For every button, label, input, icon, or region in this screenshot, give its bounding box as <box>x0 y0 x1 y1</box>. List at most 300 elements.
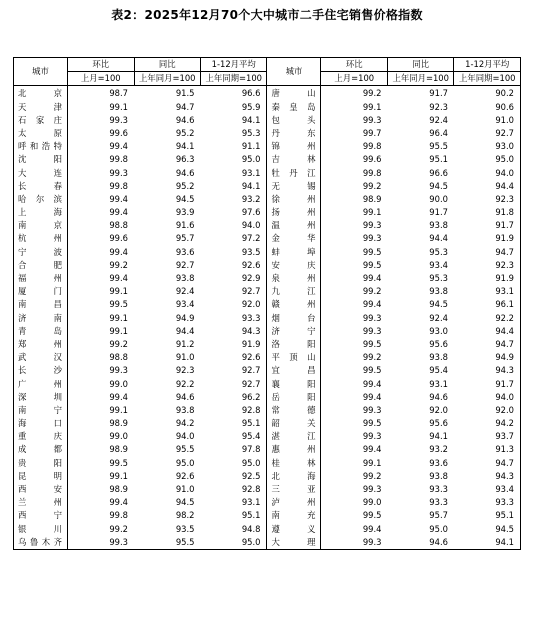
annual-avg-index: 94.9 <box>454 351 521 364</box>
city-name: 九江 <box>267 285 321 298</box>
table-row <box>14 140 521 153</box>
annual-avg-index: 93.3 <box>200 311 266 324</box>
yoy-index: 96.3 <box>175 154 195 165</box>
city-name: 南充 <box>267 509 321 522</box>
mom-index: 99.8 <box>362 141 382 152</box>
annual-avg-index: 93.1 <box>200 496 266 509</box>
city-name: 长春 <box>14 179 68 192</box>
table-row <box>14 113 521 126</box>
table-row <box>14 206 521 219</box>
mom-index: 99.8 <box>109 154 128 165</box>
yoy-index: 94.6 <box>175 391 195 402</box>
mom-index: 99.3 <box>362 404 382 415</box>
city-name: 贵阳 <box>14 456 68 469</box>
city-name: 韶关 <box>267 417 321 430</box>
city-name: 三亚 <box>267 483 321 496</box>
city-name: 杭州 <box>14 232 68 245</box>
city-name: 天津 <box>14 100 68 113</box>
city-name: 上海 <box>14 206 68 219</box>
annual-avg-index: 94.3 <box>454 364 521 377</box>
yoy-index: 95.7 <box>429 510 448 521</box>
table-row <box>14 153 521 166</box>
annual-avg-index: 92.0 <box>200 298 266 311</box>
yoy-index: 92.0 <box>429 404 448 415</box>
city-name: 西宁 <box>14 509 68 522</box>
annual-avg-index: 94.2 <box>454 417 521 430</box>
annual-avg-index: 94.7 <box>454 245 521 258</box>
yoy-index: 91.7 <box>429 88 448 99</box>
table-row <box>14 219 521 232</box>
annual-avg-index: 95.3 <box>200 127 266 140</box>
yoy-index: 95.6 <box>429 418 448 429</box>
city-name: 安庆 <box>267 258 321 271</box>
mom-index: 99.4 <box>362 523 382 534</box>
city-name: 北海 <box>267 469 321 482</box>
yoy-index: 93.6 <box>429 457 448 468</box>
city-name: 泉州 <box>267 272 321 285</box>
city-name: 金华 <box>267 232 321 245</box>
annual-avg-index: 92.8 <box>200 404 266 417</box>
annual-avg-index: 92.6 <box>200 258 266 271</box>
header-mom: 环比 <box>68 58 134 72</box>
city-name: 大理 <box>267 535 321 549</box>
annual-avg-index: 91.9 <box>454 272 521 285</box>
mom-index: 99.3 <box>362 114 382 125</box>
city-name: 丹东 <box>267 127 321 140</box>
mom-index: 99.4 <box>109 207 128 218</box>
yoy-index: 91.0 <box>175 484 195 495</box>
yoy-index: 94.1 <box>429 431 448 442</box>
mom-index: 98.8 <box>109 220 128 231</box>
mom-index: 99.3 <box>362 484 382 495</box>
mom-index: 99.7 <box>362 127 382 138</box>
table-row <box>14 496 521 509</box>
table-row <box>14 86 521 101</box>
yoy-index: 91.2 <box>175 338 195 349</box>
mom-index: 98.9 <box>362 193 382 204</box>
annual-avg-index: 92.2 <box>454 311 521 324</box>
yoy-index: 94.5 <box>429 299 448 310</box>
annual-avg-index: 93.4 <box>454 483 521 496</box>
yoy-index: 93.0 <box>429 325 448 336</box>
annual-avg-index: 93.5 <box>200 245 266 258</box>
yoy-index: 91.7 <box>429 207 448 218</box>
table-row <box>14 430 521 443</box>
mom-index: 99.4 <box>362 273 382 284</box>
mom-index: 99.2 <box>362 88 382 99</box>
annual-avg-index: 92.7 <box>200 285 266 298</box>
mom-index: 99.4 <box>109 391 128 402</box>
city-name: 襄阳 <box>267 377 321 390</box>
annual-avg-index: 95.9 <box>200 100 266 113</box>
annual-avg-index: 91.3 <box>454 443 521 456</box>
yoy-index: 95.3 <box>429 246 448 257</box>
city-name: 郑州 <box>14 338 68 351</box>
header-yoy-right: 同比 <box>387 58 453 72</box>
yoy-index: 93.8 <box>429 470 448 481</box>
annual-avg-index: 95.1 <box>454 509 521 522</box>
annual-avg-index: 96.1 <box>454 298 521 311</box>
mom-index: 99.3 <box>362 325 382 336</box>
city-name: 湛江 <box>267 430 321 443</box>
mom-index: 98.8 <box>109 352 128 363</box>
city-name: 常德 <box>267 404 321 417</box>
annual-avg-index: 91.8 <box>454 206 521 219</box>
yoy-index: 95.2 <box>175 127 195 138</box>
city-name: 温州 <box>267 219 321 232</box>
city-name: 烟台 <box>267 311 321 324</box>
table-row <box>14 232 521 245</box>
annual-avg-index: 90.2 <box>454 86 521 101</box>
mom-index: 99.3 <box>109 167 128 178</box>
yoy-index: 93.6 <box>175 246 195 257</box>
yoy-index: 94.0 <box>175 431 195 442</box>
mom-index: 99.3 <box>362 312 382 323</box>
mom-index: 99.0 <box>362 497 382 508</box>
mom-index: 99.5 <box>362 246 382 257</box>
annual-avg-index: 91.1 <box>200 140 266 153</box>
city-name: 济宁 <box>267 324 321 337</box>
annual-avg-index: 94.0 <box>454 390 521 403</box>
yoy-index: 93.8 <box>429 286 448 297</box>
mom-index: 99.2 <box>109 259 128 270</box>
annual-avg-index: 93.1 <box>200 166 266 179</box>
city-name: 大连 <box>14 166 68 179</box>
yoy-index: 98.2 <box>175 510 195 521</box>
annual-avg-index: 94.8 <box>200 522 266 535</box>
yoy-index: 92.2 <box>175 378 195 389</box>
city-name: 银川 <box>14 522 68 535</box>
annual-avg-index: 93.2 <box>200 193 266 206</box>
annual-avg-index: 96.6 <box>200 86 266 101</box>
mom-index: 99.1 <box>109 470 128 481</box>
city-name: 蚌埠 <box>267 245 321 258</box>
mom-index: 99.5 <box>109 457 128 468</box>
annual-avg-index: 93.1 <box>454 285 521 298</box>
table-row <box>14 166 521 179</box>
annual-avg-index: 95.0 <box>200 535 266 549</box>
table-row <box>14 364 521 377</box>
annual-avg-index: 95.4 <box>200 430 266 443</box>
table-row <box>14 285 521 298</box>
mom-index: 99.3 <box>68 535 134 549</box>
city-name: 北京 <box>14 86 68 101</box>
mom-index: 99.1 <box>362 457 382 468</box>
yoy-index: 92.6 <box>175 470 195 481</box>
table-row <box>14 351 521 364</box>
city-name: 沈阳 <box>14 153 68 166</box>
yoy-index: 94.5 <box>175 497 195 508</box>
mom-index: 98.9 <box>109 418 128 429</box>
yoy-index: 92.4 <box>175 286 195 297</box>
yoy-index: 94.2 <box>175 418 195 429</box>
city-name: 合肥 <box>14 258 68 271</box>
header-yoy-base-right: 上年同月=100 <box>387 72 453 86</box>
annual-avg-index: 94.7 <box>454 456 521 469</box>
mom-index: 99.4 <box>362 299 382 310</box>
mom-index: 99.8 <box>109 180 128 191</box>
city-name: 兰州 <box>14 496 68 509</box>
annual-avg-index: 97.8 <box>200 443 266 456</box>
mom-index: 99.2 <box>109 338 128 349</box>
mom-index: 99.1 <box>109 404 128 415</box>
yoy-index: 92.4 <box>429 312 448 323</box>
annual-avg-index: 92.6 <box>200 351 266 364</box>
city-name: 广州 <box>14 377 68 390</box>
table-row <box>14 311 521 324</box>
yoy-index: 93.3 <box>429 484 448 495</box>
city-name: 南宁 <box>14 404 68 417</box>
yoy-index: 93.8 <box>175 404 195 415</box>
yoy-index: 94.6 <box>175 167 195 178</box>
yoy-index: 95.5 <box>175 444 195 455</box>
city-name: 岳阳 <box>267 390 321 403</box>
yoy-index: 94.4 <box>175 325 195 336</box>
yoy-index: 95.4 <box>429 365 448 376</box>
mom-index: 99.1 <box>362 207 382 218</box>
mom-index: 99.5 <box>362 510 382 521</box>
yoy-index: 94.1 <box>175 141 195 152</box>
city-name: 惠州 <box>267 443 321 456</box>
mom-index: 99.0 <box>109 431 128 442</box>
annual-avg-index: 95.1 <box>200 509 266 522</box>
annual-avg-index: 95.0 <box>200 153 266 166</box>
yoy-index: 91.5 <box>175 88 195 99</box>
table-row <box>14 417 521 430</box>
annual-avg-index: 92.7 <box>200 377 266 390</box>
table-row <box>14 522 521 535</box>
annual-avg-index: 95.0 <box>200 456 266 469</box>
mom-index: 99.3 <box>109 365 128 376</box>
table-row <box>14 272 521 285</box>
header-city: 城市 <box>14 58 68 86</box>
yoy-index: 96.4 <box>429 127 448 138</box>
yoy-index: 95.1 <box>429 154 448 165</box>
city-name: 青岛 <box>14 324 68 337</box>
table-row <box>14 258 521 271</box>
yoy-index: 94.4 <box>429 233 448 244</box>
yoy-index: 92.3 <box>429 101 448 112</box>
annual-avg-index: 92.0 <box>454 404 521 417</box>
mom-index: 99.2 <box>109 523 128 534</box>
mom-index: 98.9 <box>109 444 128 455</box>
mom-index: 99.5 <box>109 299 128 310</box>
table-row <box>14 324 521 337</box>
yoy-index: 95.7 <box>175 233 195 244</box>
mom-index: 99.4 <box>362 444 382 455</box>
annual-avg-index: 91.9 <box>200 338 266 351</box>
yoy-index: 93.8 <box>429 220 448 231</box>
table-row <box>14 390 521 403</box>
yoy-index: 94.9 <box>175 312 195 323</box>
mom-index: 99.2 <box>362 470 382 481</box>
mom-index: 99.3 <box>321 535 387 549</box>
city-name: 平顶山 <box>267 351 321 364</box>
yoy-index: 93.8 <box>429 352 448 363</box>
table-row <box>14 100 521 113</box>
mom-index: 99.4 <box>362 378 382 389</box>
table-title: 表2：2025年12月70个大中城市二手住宅销售价格指数 <box>111 8 423 22</box>
city-name: 泸州 <box>267 496 321 509</box>
annual-avg-index: 91.7 <box>454 377 521 390</box>
yoy-index: 95.6 <box>429 338 448 349</box>
table-row <box>14 469 521 482</box>
table-row <box>14 245 521 258</box>
header-avg-base-right: 上年同期=100 <box>454 72 521 86</box>
city-name: 昆明 <box>14 469 68 482</box>
annual-avg-index: 90.6 <box>454 100 521 113</box>
city-name: 锦州 <box>267 140 321 153</box>
yoy-index: 96.6 <box>429 167 448 178</box>
yoy-index: 93.9 <box>175 207 195 218</box>
yoy-index: 93.4 <box>175 299 195 310</box>
city-name: 宁波 <box>14 245 68 258</box>
table-row <box>14 456 521 469</box>
mom-index: 99.1 <box>109 325 128 336</box>
city-name: 成都 <box>14 443 68 456</box>
annual-avg-index: 95.0 <box>454 153 521 166</box>
header-avg: 1-12月平均 <box>200 58 266 72</box>
city-name: 无锡 <box>267 179 321 192</box>
table-row <box>14 483 521 496</box>
annual-avg-index: 94.3 <box>454 469 521 482</box>
mom-index: 99.1 <box>109 286 128 297</box>
yoy-index: 94.6 <box>429 391 448 402</box>
mom-index: 99.0 <box>109 378 128 389</box>
annual-avg-index: 94.1 <box>200 179 266 192</box>
mom-index: 99.3 <box>362 233 382 244</box>
mom-index: 99.6 <box>109 233 128 244</box>
mom-index: 99.2 <box>362 286 382 297</box>
annual-avg-index: 92.3 <box>454 193 521 206</box>
header-mom-base-right: 上月=100 <box>321 72 387 86</box>
table-row <box>14 338 521 351</box>
city-name: 厦门 <box>14 285 68 298</box>
mom-index: 99.3 <box>362 220 382 231</box>
city-name: 包头 <box>267 113 321 126</box>
annual-avg-index: 92.7 <box>200 364 266 377</box>
header-mom-right: 环比 <box>321 58 387 72</box>
yoy-index: 92.3 <box>175 365 195 376</box>
annual-avg-index: 94.4 <box>454 324 521 337</box>
mom-index: 99.1 <box>109 101 128 112</box>
mom-index: 98.7 <box>109 88 128 99</box>
city-name: 南京 <box>14 219 68 232</box>
city-name: 秦皇岛 <box>267 100 321 113</box>
yoy-index: 92.4 <box>429 114 448 125</box>
mom-index: 99.2 <box>362 352 382 363</box>
annual-avg-index: 94.7 <box>454 338 521 351</box>
table-row <box>14 127 521 140</box>
annual-avg-index: 92.9 <box>200 272 266 285</box>
yoy-index: 95.0 <box>175 457 195 468</box>
city-name: 赣州 <box>267 298 321 311</box>
annual-avg-index: 93.3 <box>454 496 521 509</box>
yoy-index: 93.2 <box>429 444 448 455</box>
table-body <box>14 86 521 550</box>
yoy-index: 93.1 <box>429 378 448 389</box>
table-row <box>14 193 521 206</box>
yoy-index: 95.2 <box>175 180 195 191</box>
annual-avg-index: 93.0 <box>454 140 521 153</box>
header-city-right: 城市 <box>267 58 321 86</box>
annual-avg-index: 94.1 <box>454 535 521 549</box>
yoy-index: 95.3 <box>429 273 448 284</box>
mom-index: 99.5 <box>362 418 382 429</box>
table-row <box>14 298 521 311</box>
mom-index: 99.8 <box>362 167 382 178</box>
yoy-index: 90.0 <box>429 193 448 204</box>
annual-avg-index: 94.5 <box>454 522 521 535</box>
city-name: 济南 <box>14 311 68 324</box>
yoy-index: 94.6 <box>387 535 453 549</box>
yoy-index: 95.5 <box>429 141 448 152</box>
city-name: 桂林 <box>267 456 321 469</box>
mom-index: 98.9 <box>109 484 128 495</box>
yoy-index: 93.5 <box>175 523 195 534</box>
city-name: 深圳 <box>14 390 68 403</box>
mom-index: 99.4 <box>109 141 128 152</box>
city-name: 徐州 <box>267 193 321 206</box>
city-name: 南昌 <box>14 298 68 311</box>
annual-avg-index: 92.5 <box>200 469 266 482</box>
yoy-index: 95.5 <box>134 535 200 549</box>
city-name: 扬州 <box>267 206 321 219</box>
table-row <box>14 535 521 549</box>
annual-avg-index: 91.0 <box>454 113 521 126</box>
yoy-index: 92.7 <box>175 259 195 270</box>
mom-index: 99.1 <box>109 312 128 323</box>
mom-index: 99.2 <box>362 180 382 191</box>
mom-index: 99.8 <box>109 510 128 521</box>
yoy-index: 93.8 <box>175 273 195 284</box>
annual-avg-index: 91.9 <box>454 232 521 245</box>
yoy-index: 93.3 <box>429 497 448 508</box>
mom-index: 99.4 <box>109 497 128 508</box>
annual-avg-index: 92.3 <box>454 258 521 271</box>
mom-index: 99.1 <box>362 101 382 112</box>
yoy-index: 94.5 <box>175 193 195 204</box>
city-name: 长沙 <box>14 364 68 377</box>
yoy-index: 93.4 <box>429 259 448 270</box>
table-row <box>14 443 521 456</box>
price-index-table <box>13 57 521 550</box>
city-name: 哈尔滨 <box>14 193 68 206</box>
annual-avg-index: 94.3 <box>200 324 266 337</box>
city-name: 武汉 <box>14 351 68 364</box>
city-name: 牡丹江 <box>267 166 321 179</box>
city-name: 福州 <box>14 272 68 285</box>
yoy-index: 91.6 <box>175 220 195 231</box>
city-name: 洛阳 <box>267 338 321 351</box>
annual-avg-index: 93.7 <box>454 430 521 443</box>
header-yoy: 同比 <box>134 58 200 72</box>
annual-avg-index: 95.1 <box>200 417 266 430</box>
table-row <box>14 179 521 192</box>
city-name: 遵义 <box>267 522 321 535</box>
header-yoy-base: 上年同月=100 <box>134 72 200 86</box>
city-name: 唐山 <box>267 86 321 101</box>
annual-avg-index: 97.6 <box>200 206 266 219</box>
yoy-index: 94.5 <box>429 180 448 191</box>
yoy-index: 95.0 <box>429 523 448 534</box>
mom-index: 99.4 <box>109 246 128 257</box>
annual-avg-index: 94.1 <box>200 113 266 126</box>
city-name: 宜昌 <box>267 364 321 377</box>
mom-index: 99.6 <box>362 154 382 165</box>
city-name: 重庆 <box>14 430 68 443</box>
header-avg-base: 上年同期=100 <box>200 72 266 86</box>
